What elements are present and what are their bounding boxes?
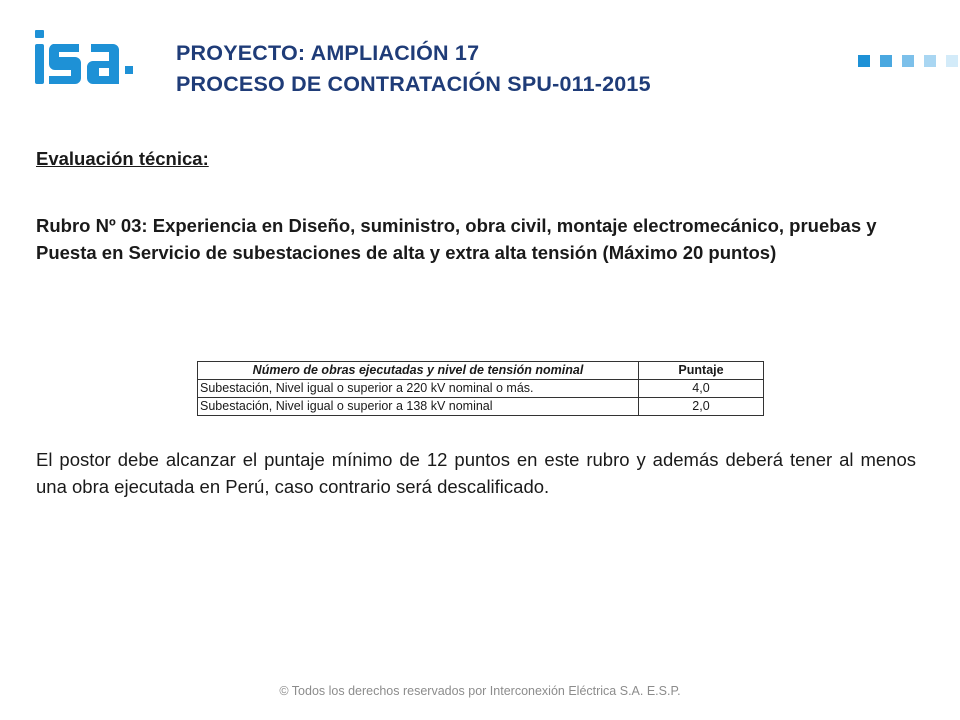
title-line-project: PROYECTO: AMPLIACIÓN 17 [176,41,480,65]
page-title [176,38,651,100]
decor-square [858,55,870,67]
requirement-paragraph: El postor debe alcanzar el puntaje mínimo de 12 puntos en este rubro y además deberá tener al menos una obra ejecutada en Perú, caso contrario será descalificado. [36,449,916,497]
column-header-works: Número de obras ejecutadas y nivel de tensión nominal [198,362,639,380]
rubro-description: Rubro Nº 03: Experiencia en Diseño, suministro, obra civil, montaje electromecánico, pruebas y Puesta en Servicio de subestaciones de alta y extra alta tensión (Máximo 20 puntos) [36,215,877,263]
table-cell-score: 4,0 [639,380,764,398]
decor-square [902,55,914,67]
title-line-process: PROCESO DE CONTRATACIÓN SPU-011-2015 [176,72,651,96]
section-heading: Evaluación técnica: [36,148,209,169]
table-row [198,398,764,416]
table-cell-description: Subestación, Nivel igual o superior a 220 kV nominal o más. [198,380,639,398]
decor-square [946,55,958,67]
column-header-score: Puntaje [639,362,764,380]
table-row [198,380,764,398]
table-cell-description: Subestación, Nivel igual o superior a 138 kV nominal [198,398,639,416]
copyright-footer: © Todos los derechos reservados por Interconexión Eléctrica S.A. E.S.P. [279,684,681,698]
decor-square [880,55,892,67]
scoring-table [197,361,764,416]
isa-logo-image [33,30,155,86]
table-header-row [198,362,764,380]
table-cell-score: 2,0 [639,398,764,416]
decor-square [924,55,936,67]
